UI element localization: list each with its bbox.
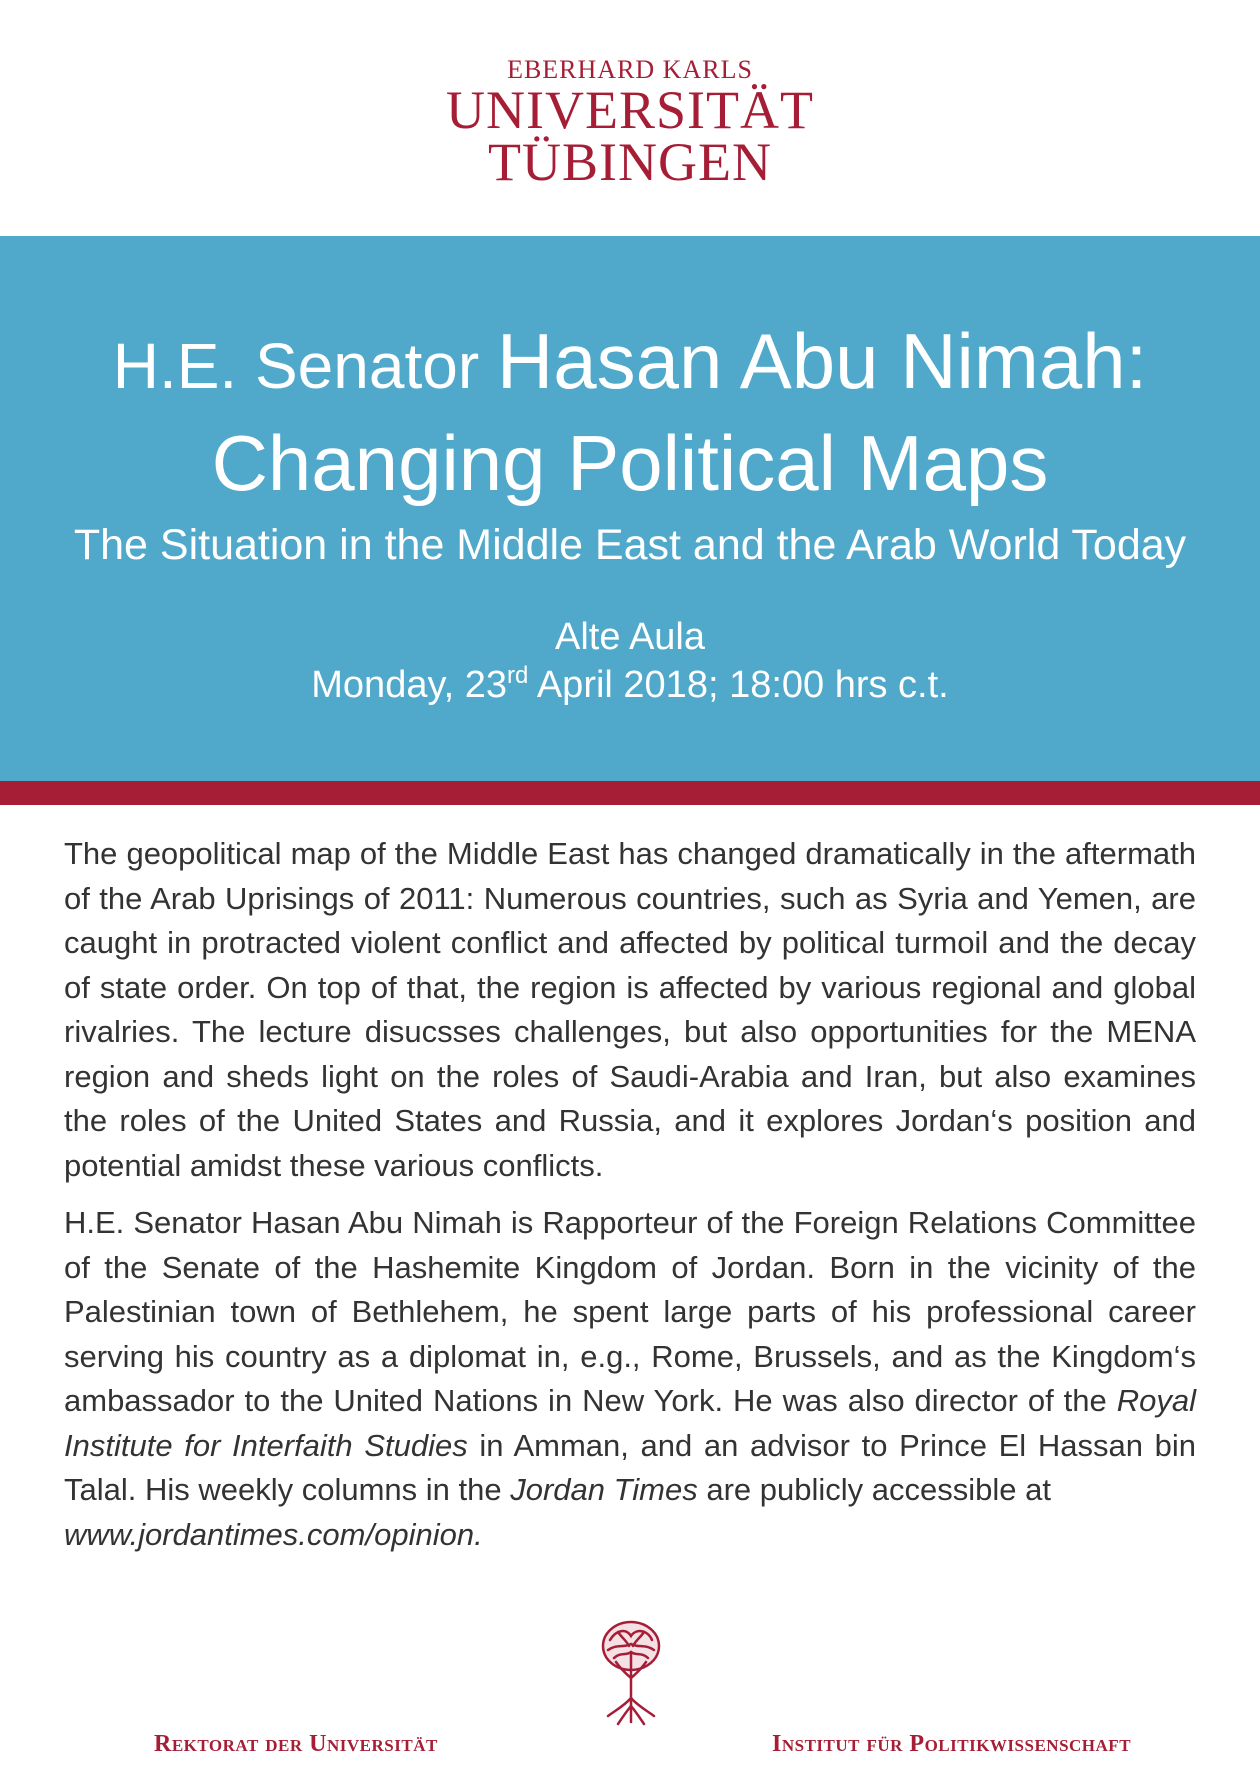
event-title-line-2: Changing Political Maps <box>211 419 1049 507</box>
event-date-pre: Monday, 23 <box>311 664 508 706</box>
columns-url: www.jordantimes.com/opinion. <box>64 1516 483 1552</box>
description-paragraph-2 <box>64 1201 1196 1557</box>
description-paragraph-1: The geopolitical map of the Middle East has changed dramatically in the aftermath of the Arab Uprisings of 2011: Numerous countries, such as Syria and Yemen, are caught in protracted violent conflict and affected by political turmoil and the decay of state order. On top of that, the region is affected by various regional and global rivalries. The lecture disucsses challenges, but also opportunities for the MENA region and sheds light on the roles of Saudi-Arabia and Iran, but also examines the roles of the United States and Russia, and it explores Jordan‘s position and potential amidst these various conflicts. <box>64 836 1196 1183</box>
event-venue: Alte Aula <box>555 616 705 658</box>
divider-bar <box>0 781 1260 805</box>
institute-name: Royal Institute for Interfaith Studies <box>64 1383 1196 1463</box>
logo-line-3: TÜBINGEN <box>488 132 772 192</box>
footer-rectorate: Rektorat der Universität <box>154 1731 438 1757</box>
event-date <box>0 662 1260 708</box>
footer-institute: Institut für Politikwissenschaft <box>772 1731 1132 1757</box>
logo-line-2: UNIVERSITÄT <box>446 80 814 140</box>
event-date-post: April 2018; 18:00 hrs c.t. <box>528 664 949 706</box>
newspaper-name: Jordan Times <box>510 1472 698 1507</box>
event-subtitle: The Situation in the Middle East and the Arab World Today <box>73 521 1187 569</box>
university-logo <box>0 55 1260 192</box>
event-date-sup: rd <box>507 662 529 689</box>
event-title-line-1 <box>0 316 1260 429</box>
para2-text-b: in Amman, and an advisor to Prince El Hassan bin Talal. His weekly columns in the <box>64 1427 1196 1507</box>
tree-emblem-icon <box>596 1618 666 1728</box>
event-description <box>64 832 1196 1570</box>
logo-line-1: EBERHARD KARLS <box>507 55 753 84</box>
para2-text-a: H.E. Senator Hasan Abu Nimah is Rapporteur of the Foreign Relations Committee of the Senate of the Hashemite Kingdom of Jordan. Born in the vicinity of the Palestinian town of Bethlehem, he spent large parts of his professional career serving his country as a diplomat in, e.g., Rome, Brussels, and as the Kingdom‘s ambassador to the United Nations in New York. He was also director of the <box>64 1205 1196 1418</box>
para2-text-c: are publicly accessible at <box>697 1472 1051 1507</box>
speaker-name: Hasan Abu Nimah: <box>496 317 1148 405</box>
title-banner <box>0 236 1260 781</box>
speaker-honorific: H.E. Senator <box>112 330 497 402</box>
